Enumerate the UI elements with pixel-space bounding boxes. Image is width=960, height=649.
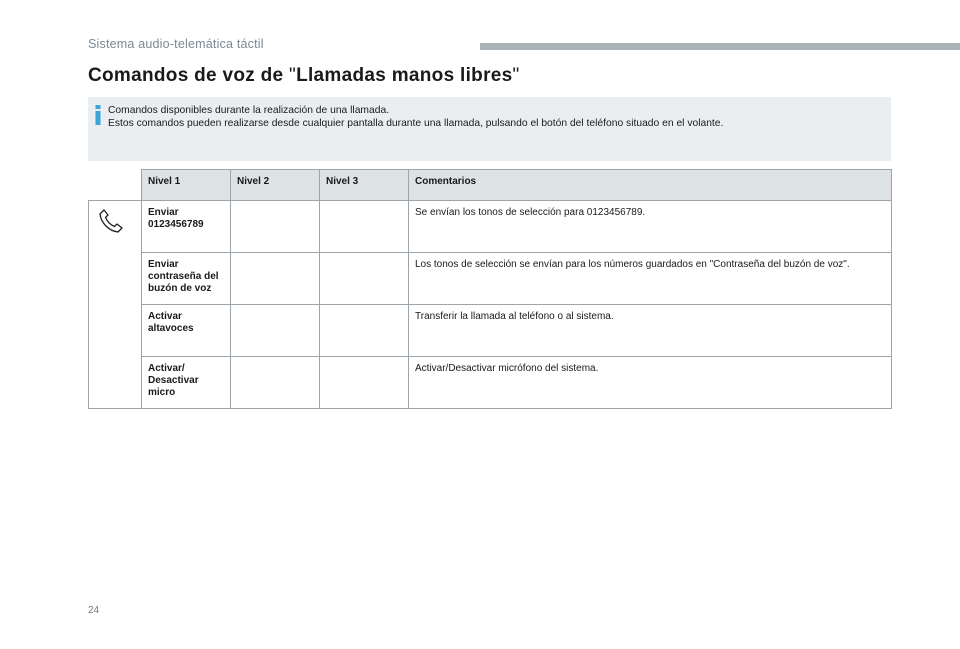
nivel2-cell [231, 305, 320, 357]
column-header-comentarios: Comentarios [409, 170, 892, 201]
page-title [88, 65, 520, 87]
icon-cell [89, 201, 142, 409]
nivel3-cell [320, 357, 409, 409]
info-line-2: Estos comandos pueden realizarse desde cualquier pantalla durante una llamada, pulsando el botón del teléfono situado en el volante. [108, 117, 724, 129]
nivel3-cell [320, 201, 409, 253]
header-bar [480, 43, 960, 50]
info-text [108, 105, 723, 130]
nivel1-cell: Activar altavoces [142, 305, 231, 357]
table-row [89, 357, 892, 409]
title-main: Comandos de voz de [88, 65, 290, 86]
running-header: Sistema audio-telemática táctil [88, 37, 264, 51]
table-row [89, 253, 892, 305]
comentarios-cell: Se envían los tonos de selección para 0123456789. [409, 201, 892, 253]
comentarios-cell: Activar/Desactivar micrófono del sistema. [409, 357, 892, 409]
table-row [89, 201, 892, 253]
page-number: 24 [88, 605, 100, 616]
nivel1-cell: Enviar 0123456789 [142, 201, 231, 253]
title-quote-close: " [512, 65, 520, 86]
nivel2-cell [231, 201, 320, 253]
column-header-nivel-2: Nivel 2 [231, 170, 320, 201]
column-header-nivel-3: Nivel 3 [320, 170, 409, 201]
comentarios-cell: Los tonos de selección se envían para los números guardados en "Contraseña del buzón de voz". [409, 253, 892, 305]
info-box [88, 97, 891, 161]
table-row [89, 305, 892, 357]
nivel2-cell [231, 357, 320, 409]
table-header-blank [89, 170, 142, 201]
nivel1-cell: Activar/ Desactivar micro [142, 357, 231, 409]
comentarios-cell: Transferir la llamada al teléfono o al sistema. [409, 305, 892, 357]
title-quoted: Llamadas manos libres [296, 65, 513, 86]
nivel3-cell [320, 253, 409, 305]
voice-commands-table [88, 169, 892, 409]
column-header-nivel-1: Nivel 1 [142, 170, 231, 201]
nivel3-cell [320, 305, 409, 357]
nivel2-cell [231, 253, 320, 305]
title-quote-open: " [289, 65, 297, 86]
info-line-1: Comandos disponibles durante la realización de una llamada. [108, 105, 390, 116]
phone-icon [95, 207, 125, 237]
nivel1-cell: Enviar contraseña del buzón de voz [142, 253, 231, 305]
info-icon [94, 105, 102, 125]
table-header-row [89, 170, 892, 201]
